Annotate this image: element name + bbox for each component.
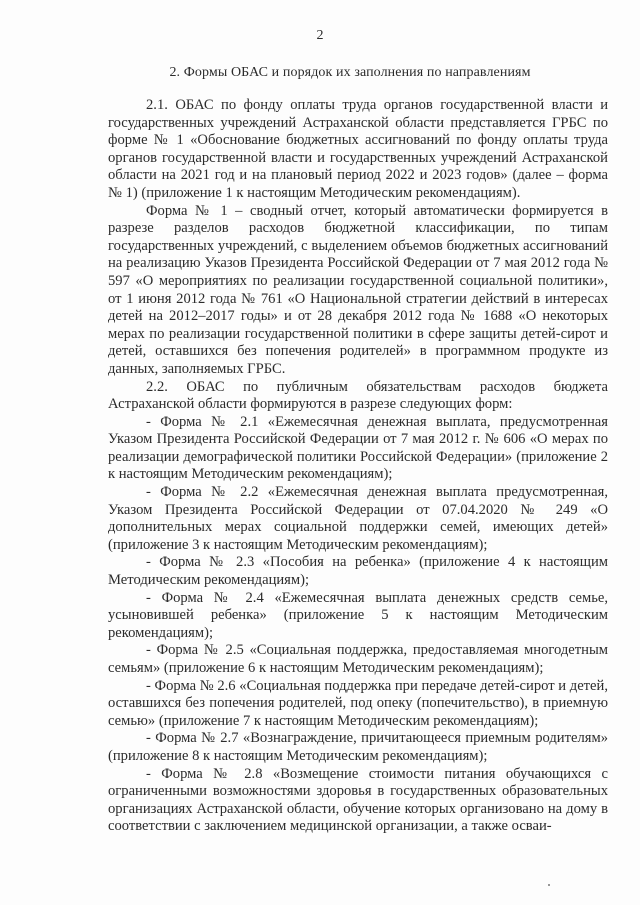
section-heading: 2. Формы ОБАС и порядок их заполнения по направлениям bbox=[169, 65, 531, 80]
list-item-form-2-7: - Форма № 2.7 «Вознаграждение, причитающееся приемным родителям» (приложение 8 к настоящим Методическим рекомендациям); bbox=[108, 730, 608, 764]
list-item-form-2-3: - Форма № 2.3 «Пособия на ребенка» (приложение 4 к настоящим Методическим рекомендациям); bbox=[108, 554, 608, 589]
list-item-form-2-4: - Форма № 2.4 «Ежемесячная выплата денежных средств семье, усыновившей ребенка» (приложение 5 к настоящим Методическим рекомендациям); bbox=[108, 589, 608, 641]
list-item-form-2-5: - Форма № 2.5 «Социальная поддержка, предоставляемая многодетным семьям» (приложение 6 к настоящим Методическим рекомендациям); bbox=[108, 642, 608, 676]
list-item-form-2-2: - Форма № 2.2 «Ежемесячная денежная выплата предусмотренная, Указом Президента Российской Федерации от 07.04.2020 № 249 «О дополнительных мерах социальной поддержки семей, имеющих детей» (приложение 3 к настоящим Методическим рекомендациям); bbox=[108, 484, 608, 553]
scan-speck bbox=[548, 884, 550, 886]
paragraph-2-2: 2.2. ОБАС по публичным обязательствам расходов бюджета Астраханской области формируются в разрезе следующих форм: bbox=[108, 378, 608, 413]
document-body bbox=[108, 97, 608, 836]
paragraph-form-1: Форма № 1 – сводный отчет, который автоматически формируется в разрезе разделов расходов бюджетной классификации, по типам государственных учреждений, с выделением объемов бюджетных ассигнований на реализацию Указов Президента Российской Федерации от 7 мая 2012 года № 597 «О мероприятиях по реализации государственной социальной политики», от 1 июня 2012 года № 761 «О Национальной стратегии действий в интересах детей на 2012–2017 годы» и от 28 декабря 2012 года № 1688 «О некоторых мерах по реализации государственной политики в сфере защиты детей-сирот и детей, оставшихся без попечения родителей» в программном продукте из данных, заполняемых ГРБС. bbox=[108, 202, 608, 377]
list-item-form-2-6: - Форма № 2.6 «Социальная поддержка при передаче детей-сирот и детей, оставшихся без попечения родителей, под опеку (попечительство), в приемную семью» (приложение 7 к настоящим Методическим рекомендациям); bbox=[108, 677, 608, 729]
list-item-form-2-1: - Форма № 2.1 «Ежемесячная денежная выплата, предусмотренная Указом Президента Российской Федерации от 7 мая 2012 г. № 606 «О мерах по реализации демографической политики Российской Федерации» (приложение 2 к настоящим Методическим рекомендациям); bbox=[108, 413, 608, 483]
paragraph-2-1: 2.1. ОБАС по фонду оплаты труда органов государственной власти и государственных учреждений Астраханской области представляется ГРБС по форме № 1 «Обоснование бюджетных ассигнований по фонду оплаты труда органов государственной власти и государственных учреждений Астраханской области на 2021 год и на плановый период 2022 и 2023 годов» (далее – форма № 1) (приложение 1 к настоящим Методическим рекомендациям). bbox=[108, 97, 608, 201]
page-number: 2 bbox=[316, 28, 324, 43]
list-item-form-2-8: - Форма № 2.8 «Возмещение стоимости питания обучающихся с ограниченными возможностями здоровья в государственных образовательных организациях Астраханской области, обучение которых организовано на дому в соответствии с заключением медицинской организации, а также осваи- bbox=[108, 765, 608, 835]
